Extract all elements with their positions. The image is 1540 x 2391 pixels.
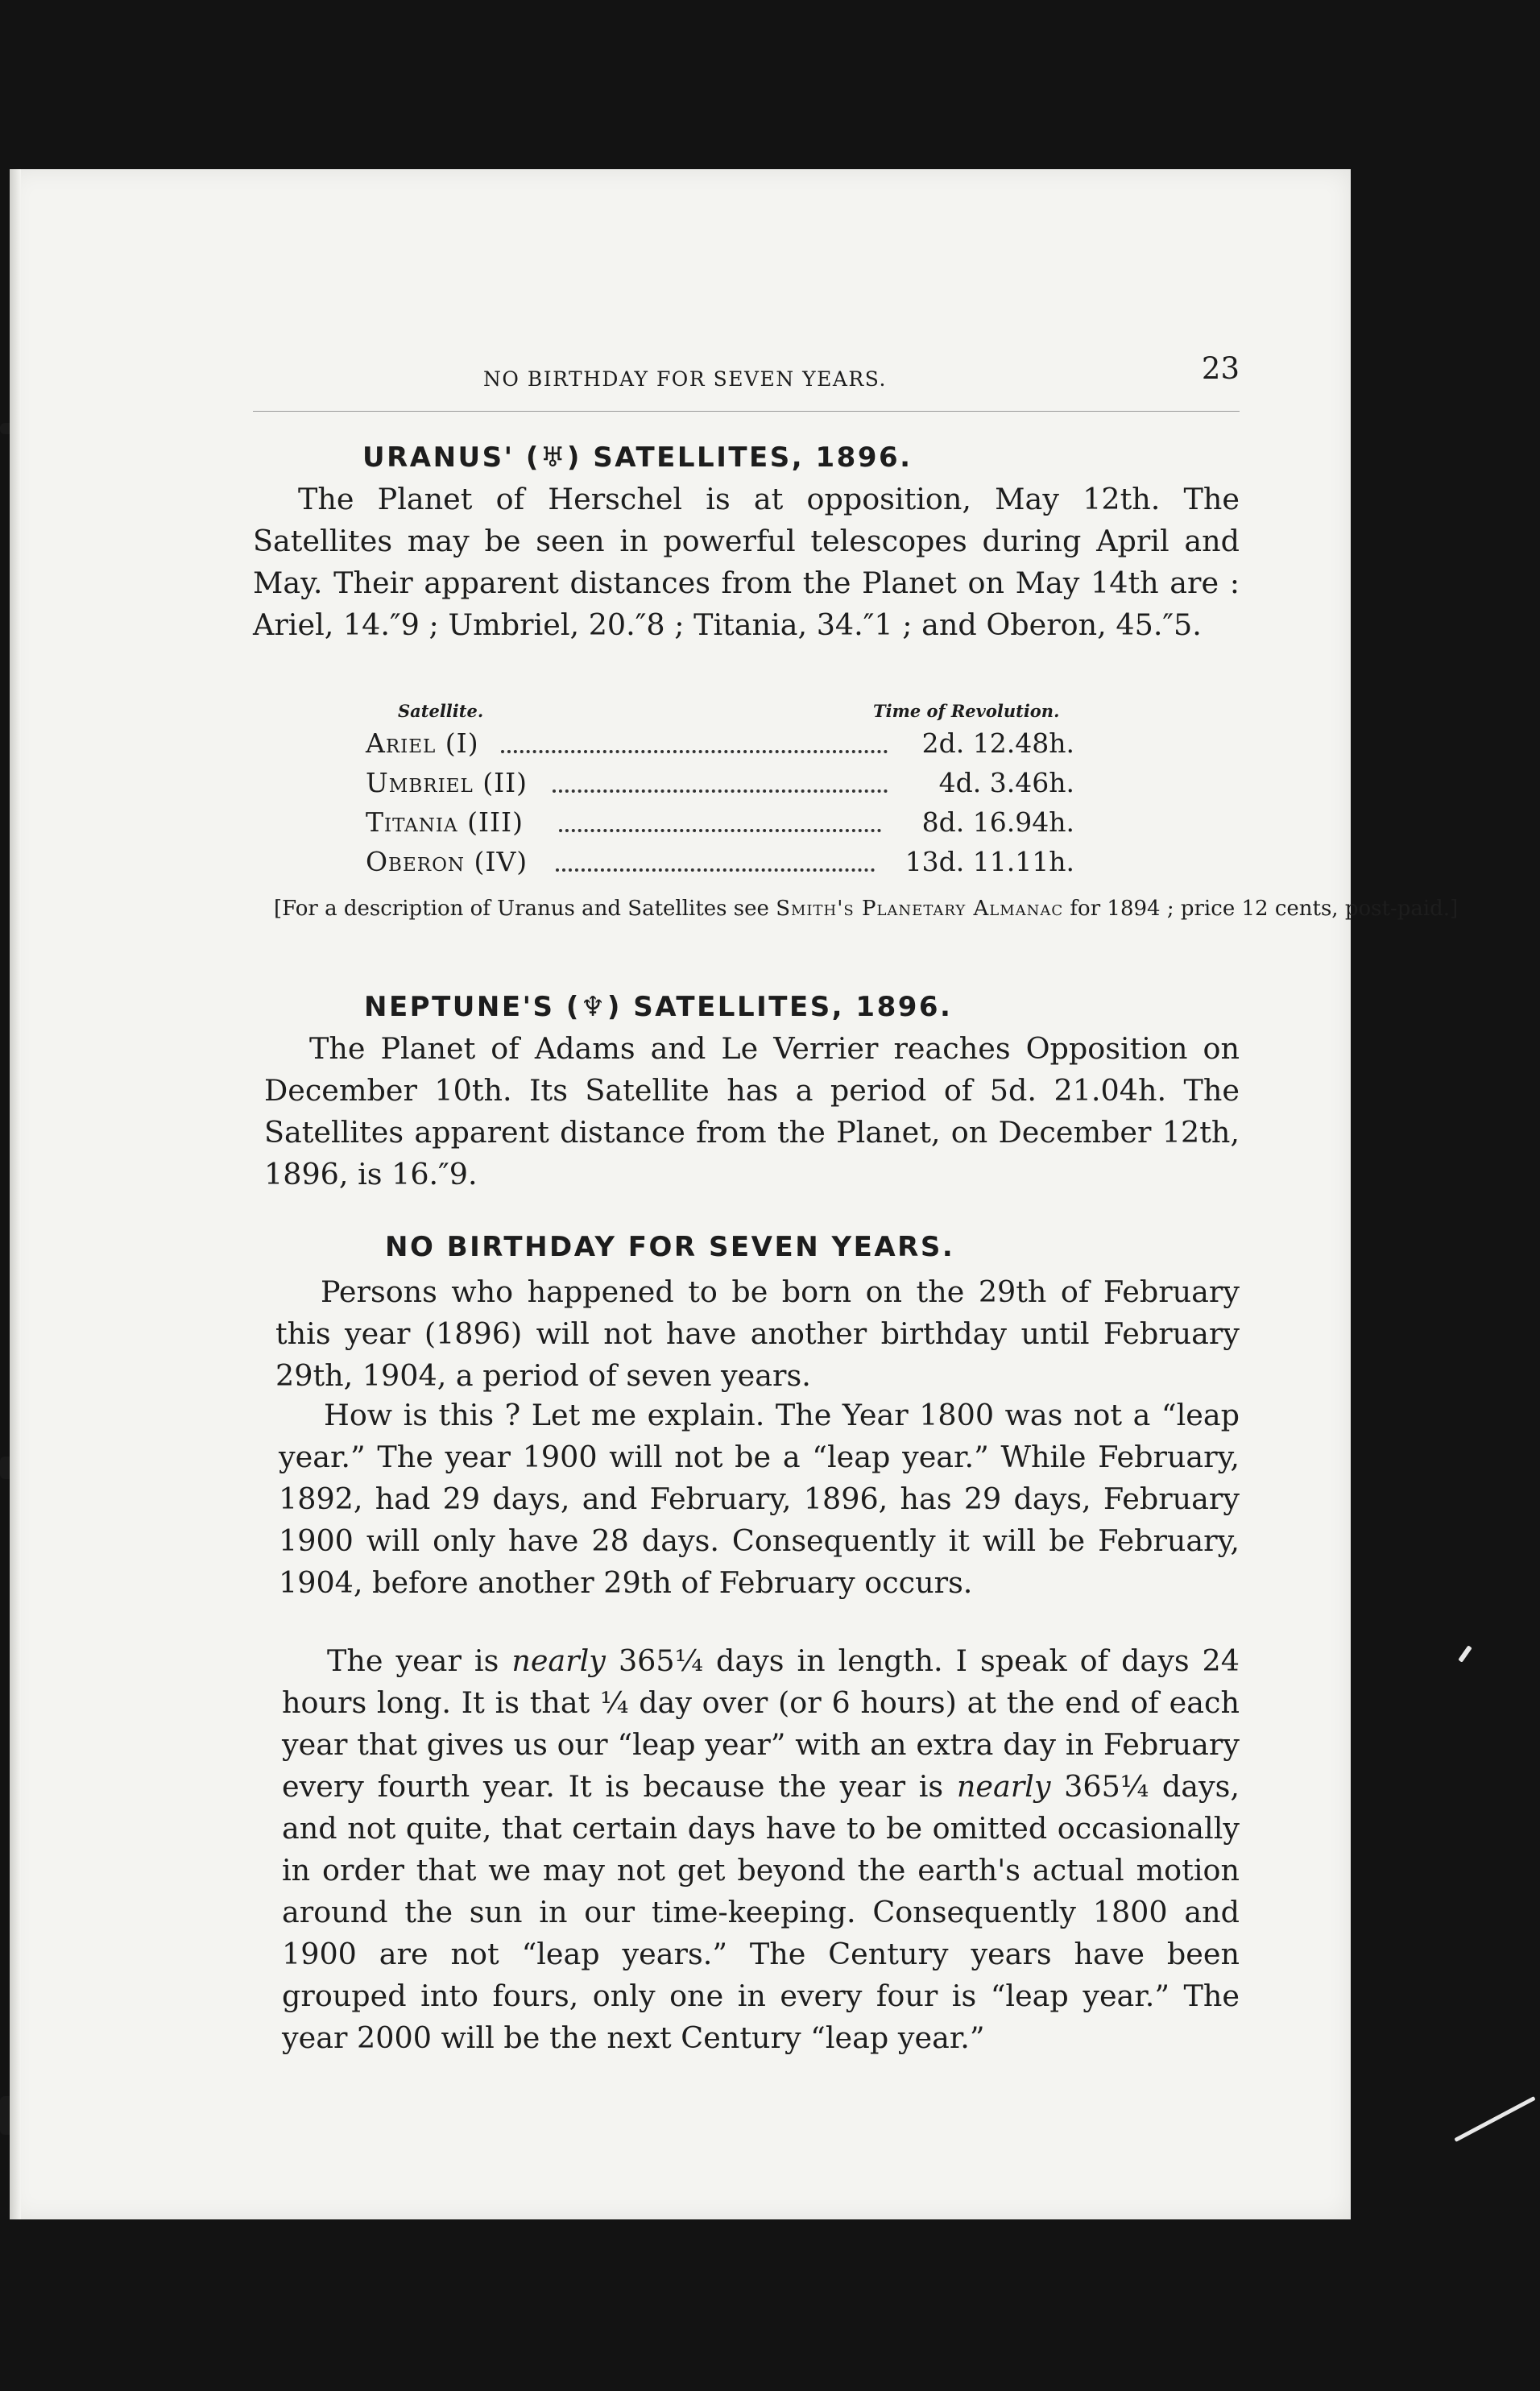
p3-text-c: 365¼ days, and not quite, that certain days have to be omitted occasionally in order that we may not get beyond the earth's actual motion around the sun in our time-keeping. Consequently 1800 and 1900 are not “leap years.” The Century years have been grouped into fours, only one in every four is “leap year.” The year 2000 will be the next Century “leap year.” [282,1769,1240,2055]
satellite-name: Umbriel (II) [366,767,528,798]
page-gutter-shadow [10,169,21,2219]
satellite-period: 8d. 16.94h. [921,806,1074,838]
table-header-satellite: Satellite. [398,701,484,721]
uranus-section-title: URANUS' (♅) SATELLITES, 1896. [362,441,913,474]
running-head [253,351,1240,400]
scan-dust-right-2 [1454,2096,1535,2142]
satellite-row-oberon [366,846,1074,881]
uranus-reference-note [274,893,1459,925]
satellite-period: 2d. 12.48h. [921,727,1074,759]
satellite-row-umbriel [366,767,1074,802]
scan-dust-right-1 [1458,1645,1472,1662]
p3-emphasis-nearly-2: nearly [956,1769,1051,1804]
p3-emphasis-nearly: nearly [511,1643,606,1678]
uranus-paragraph: The Planet of Herschel is at opposition, May 12th. The Satellites may be seen in powerful telescopes during April and May. Their apparent distances from the Planet on May 14th are : Ariel, 14.″9 ; Umbriel, 20.″8 ; Titania, 34.″1 ; and Oberon, 45.″5. [253,482,1240,642]
table-header-time: Time of Revolution. [873,701,1060,721]
page-number: 23 [1201,351,1240,386]
satellite-period: 4d. 3.46h. [938,767,1074,798]
birthday-paragraph-2: How is this ? Let me explain. The Year 1800 was not a “leap year.” The year 1900 will not be a “leap year.” While February, 1892, had 29 days, and February, 1896, has 29 days, February 1900 will only have 28 days. Consequently it will be February, 1904, before another 29th of February occurs. [279,1398,1240,1600]
note-prefix: [For a description of Uranus and Satellites see [274,897,776,921]
note-suffix: for 1894 ; price 12 cents, post-paid.] [1063,897,1459,921]
satellite-name: Oberon (IV) [366,846,528,877]
book-page [10,169,1459,2219]
satellite-row-titania [366,806,1074,842]
p3-text-b: 365¼ days in length. I speak of days 24 hours long. It is that ¼ day over (or 6 hours) at the end of each year that gives us our “leap year” with an extra day in February every fourth year. It is because the year is [282,1643,1240,1804]
leader-dots [556,868,875,872]
neptune-paragraph: The Planet of Adams and Le Verrier reaches Opposition on December 10th. Its Satellite has a period of 5d. 21.04h. The Satellites apparent distance from the Planet, on December 12th, 1896, is 16.″9. [264,1031,1240,1191]
leader-dots [559,829,881,832]
header-rule [253,411,1240,412]
satellite-row-ariel [366,727,1074,763]
birthday-paragraph-1: Persons who happened to be born on the 29th of February this year (1896) will not have another birthday until February 29th, 1904, a period of seven years. [275,1274,1240,1393]
p3-text-a: The year is [327,1643,512,1678]
leader-dots [501,750,888,753]
satellite-name: Ariel (I) [366,727,479,759]
satellite-period: 13d. 11.11h. [905,846,1074,877]
birthday-paragraph-3 [282,1640,1240,2059]
neptune-section-title: NEPTUNE'S (♆) SATELLITES, 1896. [364,991,953,1023]
birthday-section-title: NO BIRTHDAY FOR SEVEN YEARS. [385,1231,955,1263]
note-book-title: Smith's Planetary Almanac [776,897,1064,921]
running-title: NO BIRTHDAY FOR SEVEN YEARS. [483,367,887,391]
leader-dots [553,789,888,793]
satellite-name: Titania (III) [366,806,524,838]
